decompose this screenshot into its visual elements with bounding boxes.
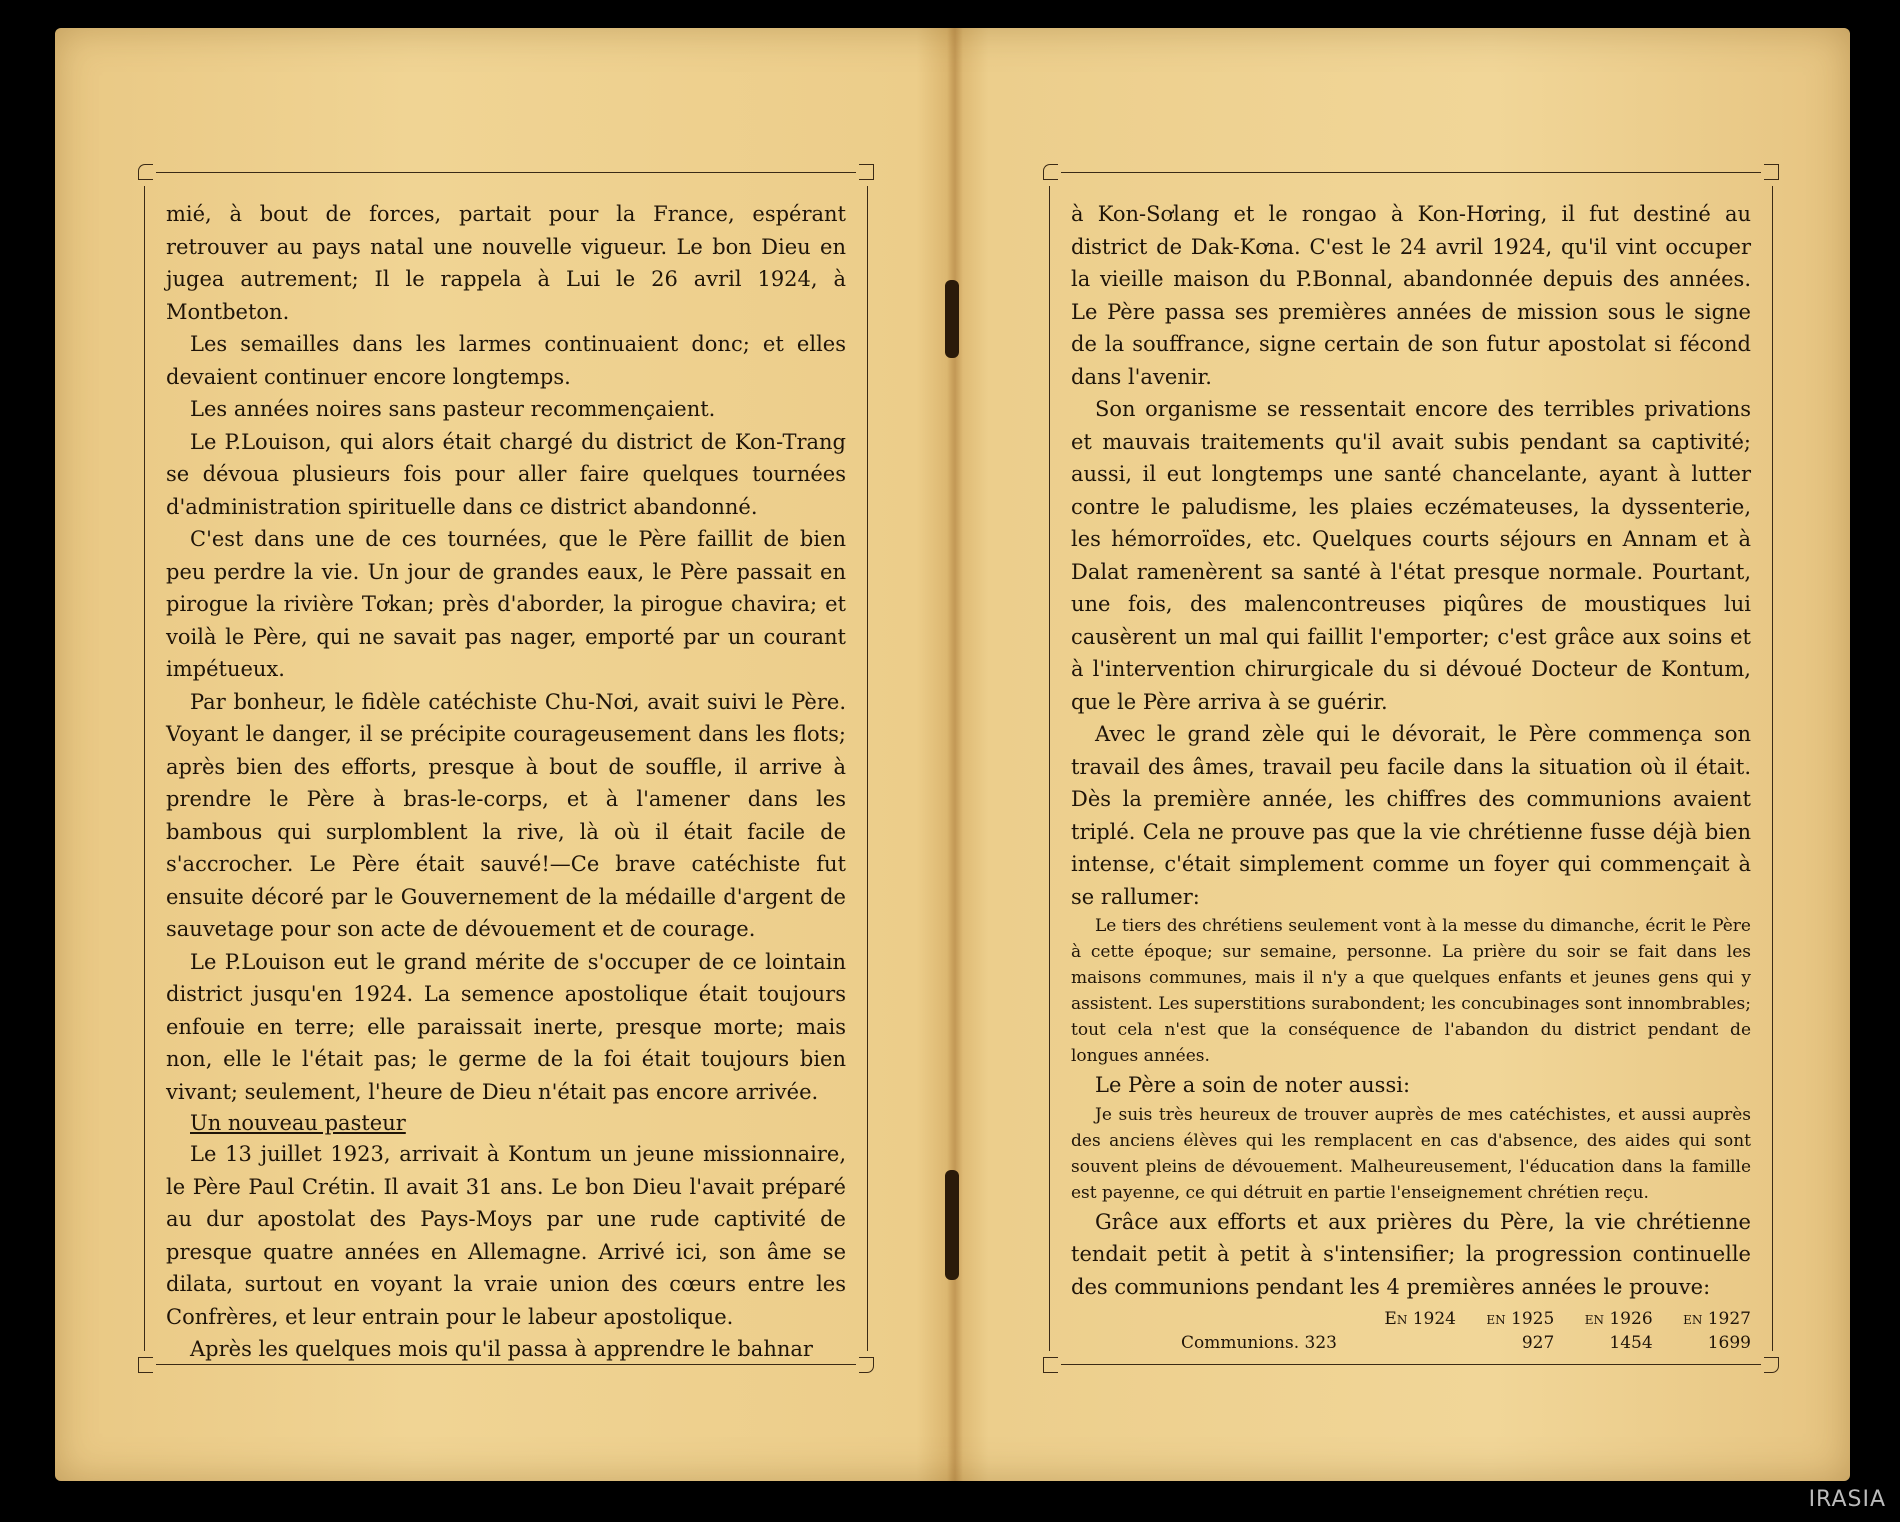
frame-corner-ornament xyxy=(859,164,874,180)
frame-corner-ornament xyxy=(859,1357,874,1373)
year-header: En 1924 xyxy=(1384,1309,1456,1329)
right-page-text xyxy=(1071,198,1751,1355)
paragraph: Le P.Louison, qui alors était chargé du district de Kon-Trang se dévoua plusieurs fois pour aller faire quelques tournées d'administration spirituelle dans ce district abandonné. xyxy=(166,429,846,519)
frame-rule-left xyxy=(144,186,145,1351)
quotation: Je suis très heureux de trouver auprès de mes catéchistes, et aussi auprès des anciens élèves qui les remplacent en cas d'absence, des aides qui sont souvent pleins de dévouement. Malheureusement, l'éducation dans la famille est payenne, ce qui détruit en partie l'enseignement chrétien reçu. xyxy=(1071,1104,1751,1203)
frame-corner-ornament xyxy=(1764,1357,1779,1373)
year-header: en 1927 xyxy=(1683,1309,1751,1329)
frame-rule-right xyxy=(867,186,868,1351)
paragraph: Le P.Louison eut le grand mérite de s'occuper de ce lointain district jusqu'en 1924. La semence apostolique était toujours enfouie en terre; elle paraissait inerte, presque morte; mais non, elle le l'était pas; le germe de la foi était toujours bien vivant; seulement, l'heure de Dieu n'était pas encore arrivée. xyxy=(166,949,846,1104)
left-page-text xyxy=(166,198,846,1366)
frame-corner-ornament xyxy=(138,1357,153,1373)
frame-rule-bottom xyxy=(1061,1364,1761,1365)
paragraph: Grâce aux efforts et aux prières du Père, la vie chrétienne tendait petit à petit à s'intensifier; la progression continuelle des communions pendant les 4 premières années le prouve: xyxy=(1071,1209,1751,1299)
paragraph: Le 13 juillet 1923, arrivait à Kontum un jeune missionnaire, le Père Paul Crétin. Il avait 31 ans. Le bon Dieu l'avait préparé au dur apostolat des Pays-Moys par une rude captivité de presque quatre années en Allemagne. Arrivé ici, son âme se dilata, surtout en voyant la vraie union des cœurs entre les Confrères, et leur entrain pour le labeur apostolique. xyxy=(166,1142,846,1329)
left-page xyxy=(138,146,874,1391)
frame-corner-ornament xyxy=(1043,164,1058,180)
right-page xyxy=(1043,146,1779,1391)
table-row xyxy=(1071,1307,1751,1331)
frame-rule-right xyxy=(1772,186,1773,1351)
communion-stats-table xyxy=(1071,1307,1751,1355)
paragraph: Après les quelques mois qu'il passa à apprendre le bahnar xyxy=(190,1337,813,1361)
quotation: Le tiers des chrétiens seulement vont à la messe du dimanche, écrit le Père à cette époque; sur semaine, personne. La prière du soir se fait dans les maisons communes, mais il n'y a que quelques enfants et jeunes gens qui y assistent. Les superstitions surabondent; les concubinages sont innombrables; tout cela n'est que la conséquence de l'abandon du district pendant de longues années. xyxy=(1071,916,1751,1066)
paragraph: Par bonheur, le fidèle catéchiste Chu-Nơi, avait suivi le Père. Voyant le danger, il se précipite courageusement dans les flots; après bien des efforts, presque à bout de souffle, il arrive à prendre le Père à bras-le-corps, et à l'amener dans les bambous qui surplomblent la rive, là où il était facile de s'accrocher. Le Père était sauvé!—Ce brave catéchiste fut ensuite décoré par le Gouvernement de la médaille d'argent de sauvetage pour son acte de dévouement et de courage. xyxy=(166,689,846,941)
paragraph: Les semailles dans les larmes continuaient donc; et elles devaient continuer encore longtemps. xyxy=(166,332,846,389)
paragraph: Les années noires sans pasteur recommençaient. xyxy=(190,397,716,421)
paragraph: C'est dans une de ces tournées, que le Père faillit de bien peu perdre la vie. Un jour de grandes eaux, le Père passait en pirogue la rivière Tơkan; près d'aborder, la pirogue chavira; et voilà le Père, qui ne savait pas nager, emporté par un courant impétueux. xyxy=(166,527,846,681)
table-cell: 1699 xyxy=(1707,1333,1751,1353)
frame-rule-top xyxy=(1061,172,1761,173)
row-label: Communions. 323 xyxy=(1181,1333,1337,1353)
binding-stitch-top xyxy=(945,280,959,358)
table-cell: 1454 xyxy=(1609,1333,1653,1353)
frame-rule-top xyxy=(156,172,856,173)
frame-rule-left xyxy=(1049,186,1050,1351)
booklet-spread xyxy=(55,28,1850,1481)
year-header: en 1925 xyxy=(1486,1309,1555,1329)
paragraph: à Kon-Sơlang et le rongao à Kon-Hơring, il fut destiné au district de Dak-Kơna. C'est le 24 avril 1924, qu'il vint occuper la vieille maison du P.Bonnal, abandonnée depuis des années. Le Père passa ses premières années de mission sous le signe de la souffrance, signe certain de son futur apostolat si fécond dans l'avenir. xyxy=(1071,202,1751,389)
paragraph: Le Père a soin de noter aussi: xyxy=(1095,1073,1411,1097)
frame-corner-ornament xyxy=(1764,164,1779,180)
watermark: IRASIA xyxy=(1808,1487,1886,1512)
section-heading: Un nouveau pasteur xyxy=(190,1111,406,1135)
binding-stitch-bottom xyxy=(945,1170,959,1280)
paragraph: mié, à bout de forces, partait pour la France, espérant retrouver au pays natal une nouvelle vigueur. Le bon Dieu en jugea autrement; Il le rappela à Lui le 26 avril 1924, à Montbeton. xyxy=(166,202,846,324)
paragraph: Avec le grand zèle qui le dévorait, le Père commença son travail des âmes, travail peu facile dans la situation où il était. Dès la première année, les chiffres des communions avaient triplé. Cela ne prouve pas que la vie chrétienne fusse déjà bien intense, c'était simplement comme un foyer qui commençait à se rallumer: xyxy=(1071,722,1751,909)
frame-corner-ornament xyxy=(1043,1357,1058,1373)
paragraph: Son organisme se ressentait encore des terribles privations et mauvais traitements qu'il avait subis pendant sa captivité; aussi, il eut longtemps une santé chancelante, ayant à lutter contre le paludisme, les plaies eczémateuses, la dyssenterie, les hémorroïdes, etc. Quelques courts séjours en Annam et à Dalat ramenèrent sa santé à l'état presque normale. Pourtant, une fois, des malencontreuses piqûres de moustiques lui causèrent un mal qui faillit l'emporter; c'est grâce aux soins et à l'intervention chirurgicale du si dévoué Docteur de Kontum, que le Père arriva à se guérir. xyxy=(1071,397,1751,714)
frame-corner-ornament xyxy=(138,164,153,180)
table-cell: 927 xyxy=(1521,1333,1555,1353)
year-header: en 1926 xyxy=(1584,1309,1653,1329)
table-row xyxy=(1071,1331,1751,1355)
